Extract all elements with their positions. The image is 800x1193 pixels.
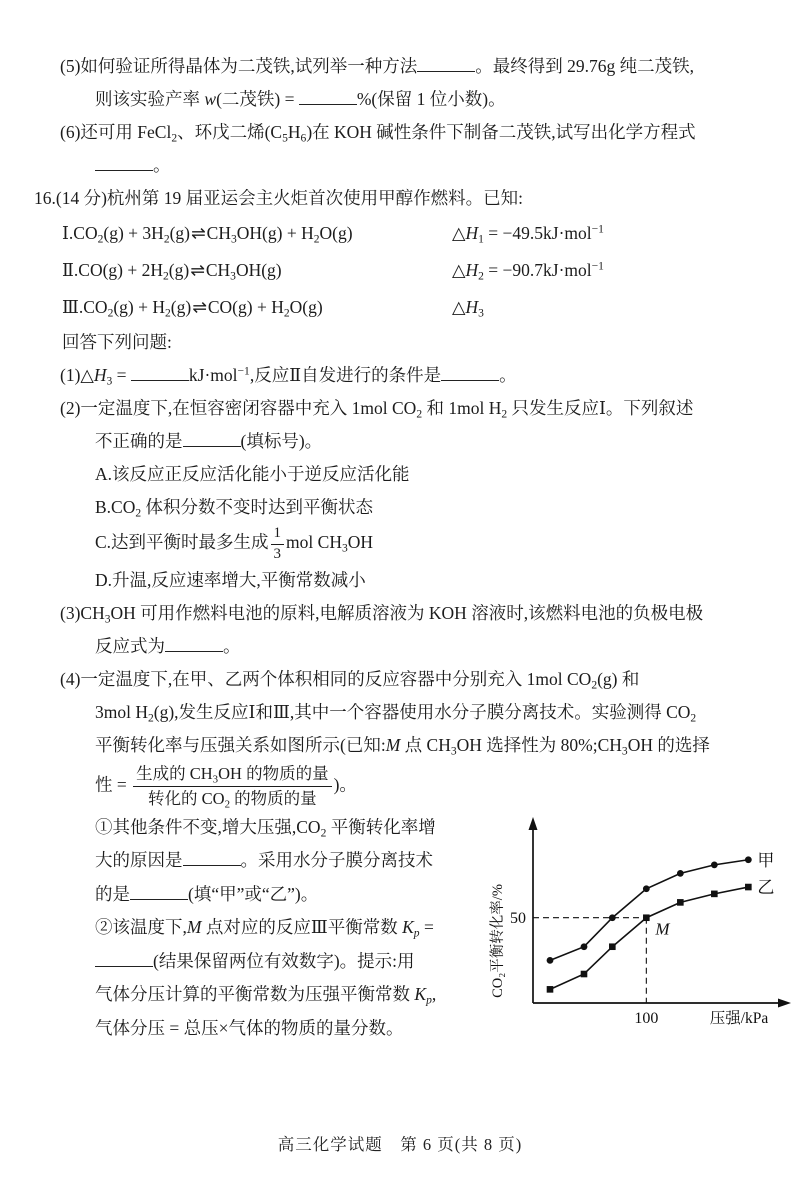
equation-2-enthalpy: $\triangle H_2 = -90.7kJ\cdot mol^{-1}$: [452, 260, 604, 283]
q16-part4-line2: 3mol $H_2(g)$,发生反应Ⅰ和Ⅲ,其中一个容器使用水分子膜分离技术。实验测得 $CO_2$: [95, 702, 697, 725]
series-甲-marker: [711, 861, 718, 868]
q16-part1: $(1)\triangle H_3 = kJ\cdot mol^{-1}$,反应Ⅱ自发进行的条件是 。: [0, 359, 800, 392]
equation-1-enthalpy: $\triangle H_1 = -49.5kJ\cdot mol^{-1}$: [452, 223, 604, 246]
series-乙-marker: [581, 971, 588, 978]
series-甲-marker: [581, 943, 588, 950]
series-乙-marker: [609, 943, 616, 950]
q16-part2-option-d: D.升温,反应速率增大,平衡常数减小: [95, 570, 366, 590]
co2-conversion-pressure-chart: [487, 811, 797, 1042]
series-乙-marker: [643, 914, 650, 921]
series-甲-marker: [745, 856, 752, 863]
q15-item5-line2: 则该实验产率 w(二茂铁) = %(保留 1 位小数)。: [0, 83, 800, 116]
chart-svg: [487, 815, 797, 1037]
point-M-label: M: [655, 919, 670, 939]
reaction-equation-3: [0, 289, 800, 326]
series-乙-marker: [711, 890, 718, 897]
q16-stem: 16.(14 分)杭州第 19 届亚运会主火炬首次使用甲醇作燃料。已知:: [34, 188, 524, 208]
y-axis-arrow: [529, 817, 538, 830]
q16-part4-sub1-line1: ①其他条件不变,增大压强$,CO_2$ 平衡转化率增: [95, 816, 436, 840]
q16-part4-line1: (4)一定温度下,在甲、乙两个体积相同的反应容器中分别充入 1mol $CO_2(g)$ 和: [60, 669, 640, 692]
series-甲-marker: [547, 957, 554, 964]
y-tick-label: 50: [510, 910, 526, 928]
q16-part4-sub2-line1: ②该温度下,M 点对应的反应Ⅲ平衡常数 $K_p$ =: [95, 917, 434, 940]
page-footer: 高三化学试题 第 6 页(共 8 页): [277, 1135, 523, 1154]
q16-part2-option-c: C.达到平衡时最多生成 $\frac{1}{3}$ mol $CH_3OH$: [95, 525, 374, 562]
q15-item6-line1: (6)还可用 FeCl$_2$、环戊二烯$(C_5H_6)$在 KOH 碱性条件下制备二茂铁,试写出化学方程式: [60, 122, 696, 145]
series-乙-line: [550, 887, 748, 989]
equation-2-lhs: Ⅱ.CO(g) + $2H_2(g)\rightleftharpoons CH_3OH(g)$: [62, 260, 282, 283]
q16-part4-sub1-line2: 大的原因是 。采用水分子膜分离技术: [95, 844, 487, 878]
series-乙-marker: [745, 884, 752, 891]
series-乙-marker: [547, 986, 554, 993]
q16-part2-option-b: $B.CO_2$ 体积分数不变时达到平衡状态: [95, 497, 374, 520]
equation-3-enthalpy: $\triangle H_3$: [452, 297, 484, 320]
x-axis-arrow: [778, 998, 791, 1007]
equation-1-lhs: $Ⅰ.CO_2(g)$ + $3H_2(g)\rightleftharpoons CH_3OH(g) + H_2O(g)$: [62, 223, 353, 246]
equation-3-lhs: $Ⅲ.CO_2(g)$ + $H_2(g)\rightleftharpoons CO(g) + H_2O(g)$: [62, 297, 323, 320]
q16-part3-line1: $(3)CH_3OH$ 可用作燃料电池的原料,电解质溶液为 KOH 溶液时,该燃料电池的负极电极: [60, 603, 704, 626]
q16-part2-line2: 不正确的是 (填标号)。: [0, 425, 800, 458]
q16-part2-line1: (2)一定温度下,在恒容密闭容器中充入 1mol $CO_2$ 和 1mol $H_2$ 只发生反应Ⅰ。下列叙述: [60, 398, 694, 421]
q16-part4-sub2-line2: (结果保留两位有效数字)。提示:用: [95, 945, 487, 979]
q16-part4-sub2-line4: 气体分压 = 总压×气体的物质的量分数。: [95, 1017, 404, 1038]
x-axis-title: 压强/kPa: [709, 1009, 769, 1027]
reaction-equation-2: [0, 252, 800, 289]
q16-part3-line2: 反应式为 。: [0, 630, 800, 663]
series-乙-marker: [677, 899, 684, 906]
series-甲-marker: [677, 870, 684, 877]
q16-part4-sub1-line3: 的是 (填“甲”或“乙”)。: [95, 878, 487, 912]
series-甲-line: [550, 860, 748, 961]
q16-part4-line3: 平衡转化率与压强关系如图所示(已知:M 点 $CH_3OH$ 选择性为 $80\%;CH_3OH$ 的选择: [95, 735, 710, 758]
reaction-equation-1: [0, 215, 800, 252]
q16-part4-text-column: [95, 811, 487, 1046]
series-乙-label: 乙: [757, 877, 775, 897]
series-甲-label: 甲: [757, 850, 775, 870]
q15-item5-line1: (5)如何验证所得晶体为二茂铁,试列举一种方法 。最终得到 29.76g 纯二茂铁,: [0, 50, 800, 83]
series-甲-marker: [609, 914, 616, 921]
x-tick-label: 100: [634, 1009, 659, 1027]
series-甲-marker: [643, 885, 650, 892]
q16-part2-option-a: A.该反应正反应活化能小于逆反应活化能: [95, 464, 410, 484]
y-axis-title: CO₂平衡转化率/%: [490, 883, 506, 998]
q16-part4-sub2-line3: 气体分压计算的平衡常数为压强平衡常数 $K_p$,: [95, 984, 437, 1007]
q16-part4-subquestions: [0, 811, 800, 1046]
q15-item6-line2: 。: [0, 149, 800, 182]
q16-part4-selectivity-formula: 性 = $\frac{生成的 CH_3OH 的物质的量}{转化的 CO_2 的物质的量}$ )。: [95, 764, 357, 811]
q16-answer-prompt: 回答下列问题:: [62, 332, 172, 352]
